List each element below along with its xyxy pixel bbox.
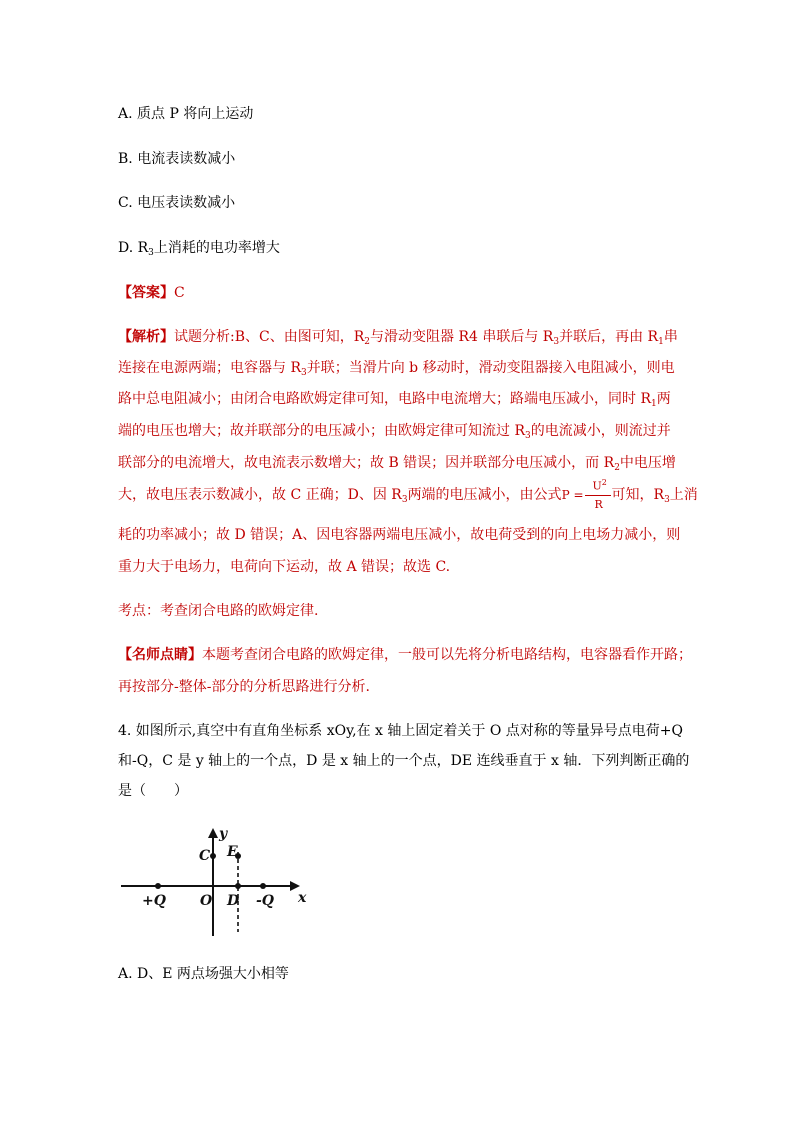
y-label: y [219,826,228,842]
o-label: O [200,893,213,909]
option-c-prev: C. 电压表读数减小 [118,195,236,211]
analysis-text: 连接在电源两端；电容器与 R [118,360,301,376]
analysis-line-7: 耗的功率减小；故 D 错误；A、因电容器两端电压减小，故电荷受到的向上电场力减小，则 [118,527,681,543]
subscript: 3 [664,495,670,505]
answer-label: 【答案】 [118,285,174,301]
plus-q-label: +Q [142,893,166,909]
analysis-line-6 [118,478,698,512]
question-4-line-1: 4. 如图所示,真空中有直角坐标系 xOy,在 x 轴上固定着关于 O 点对称的等量异号点电荷+Q [118,723,683,739]
analysis-line-4 [118,420,671,440]
mingshi-line-1 [118,644,692,664]
analysis-text: 两 [656,391,671,407]
analysis-text: 的电流减小，则流过并 [530,423,671,439]
analysis-text: 联部分的电流增大，故电流表示数增大；故 B 错误；因并联部分电压减小，而 R [118,455,615,471]
answer-value: C [174,285,185,301]
subscript: 3 [553,337,560,347]
question-4-line-2: 和-Q，C 是 y 轴上的一个点，D 是 x 轴上的一个点，DE 连线垂直于 x 轴．下列判断正确的 [118,753,690,769]
analysis-text: 中电压增 [619,455,676,471]
analysis-label: 【解析】 [118,329,174,345]
subscript: 3 [301,368,307,378]
fraction-bar [585,495,611,496]
formula-denominator: R [594,498,603,511]
analysis-text: 试题分析:B、C、由图可知，R [174,329,365,345]
analysis-line-1 [118,326,678,346]
answer-line [118,282,185,302]
d-label: D [227,893,240,909]
mingshi-text: 本题考查闭合电路的欧姆定律，一般可以先将分析电路结构，电容器看作开路； [202,647,692,663]
subscript: 1 [658,337,664,347]
formula-fraction [585,478,611,512]
point-minus-q [260,883,266,889]
subscript: 2 [364,337,370,347]
formula-p: P = [561,488,584,502]
question-4-line-3: 是（ ） [118,783,188,799]
analysis-text: 两端的电压减小，由公式 [407,487,562,503]
analysis-text: 可知，R [611,487,665,503]
analysis-text: 上消 [669,487,698,503]
analysis-line-3 [118,388,671,408]
mingshi-label: 【名师点睛】 [118,647,202,663]
kaodian-line: 考点：考查闭合电路的欧姆定律. [118,603,319,619]
analysis-text: 串 [663,329,678,345]
point-d [235,883,241,889]
point-c [210,853,216,859]
x-label: x [298,890,307,906]
minus-q-label: -Q [256,893,275,909]
coordinate-figure [118,826,318,941]
e-label: E [227,844,238,860]
analysis-text: 路中总电阻减小；由闭合电路欧姆定律可知，电路中电流增大；路端电压减小，同时 R [118,391,651,407]
subscript: 1 [651,399,657,409]
analysis-line-5 [118,452,676,472]
subscript: 2 [614,463,620,473]
option-d-text-post: 上消耗的电功率增大 [153,240,280,256]
option-a-prev: A. 质点 P 将向上运动 [118,106,254,122]
formula-exponent: 2 [601,478,607,487]
analysis-text: 并联；当滑片向 b 移动时，滑动变阻器接入电阻减小，则电 [306,360,675,376]
analysis-text: 大，故电压表示数减小，故 C 正确；D、因 R [118,487,402,503]
formula-numerator [593,478,607,493]
analysis-text: 与滑动变阻器 R4 串联后与 R [370,329,554,345]
analysis-text: 端的电压也增大；故并联部分的电压减小；由欧姆定律可知流过 R [118,423,525,439]
subscript: 3 [525,431,531,441]
option-d-text-pre: D. R [118,240,149,256]
mingshi-line-2: 再按部分-整体-部分的分析思路进行分析. [118,679,370,695]
question-4-option-a: A. D、E 两点场强大小相等 [118,966,289,982]
y-axis-arrow [208,828,218,838]
point-plus-q [155,883,161,889]
c-label: C [199,848,211,864]
analysis-text: 并联后，再由 R [559,329,659,345]
analysis-line-8: 重力大于电场力，电荷向下运动，故 A 错误；故选 C. [118,559,451,575]
option-b-prev: B. 电流表读数减小 [118,151,236,167]
analysis-line-2 [118,357,675,377]
subscript: 3 [401,495,408,505]
option-d-prev [118,237,280,257]
option-d-sub: 3 [148,248,154,258]
formula-u: U [592,479,602,493]
